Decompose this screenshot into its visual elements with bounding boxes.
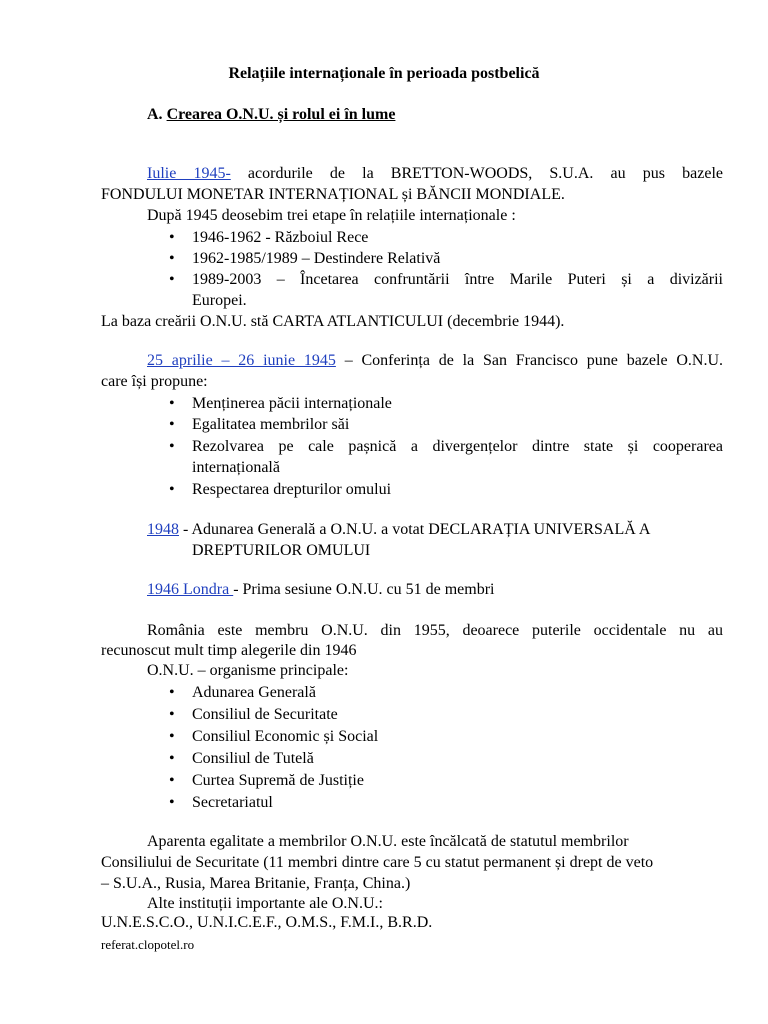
paragraph-carta-atlanticului: La baza creării O.N.U. stă CARTA ATLANTICULUI (decembrie 1944). xyxy=(101,313,565,330)
list-item: Rezolvarea pe cale pașnică a divergențelor dintre state și cooperarea xyxy=(192,438,723,455)
list-item: Consiliul de Tutelă xyxy=(192,750,314,767)
paragraph-text: – Conferința de la San Francisco pune bazele O.N.U. xyxy=(335,352,724,369)
paragraph-text: - Prima sesiune O.N.U. cu 51 de membri xyxy=(233,581,495,598)
paragraph-organisme-intro: O.N.U. – organisme principale: xyxy=(147,662,349,679)
list-item-continuation: internațională xyxy=(192,459,280,476)
date-link-iulie-1945[interactable]: Iulie 1945- xyxy=(147,165,231,182)
paragraph-declaratia-line2: DREPTURILOR OMULUI xyxy=(192,542,371,559)
bullet: • xyxy=(169,772,175,789)
bullet: • xyxy=(169,250,175,267)
bullet: • xyxy=(169,794,175,811)
bullet: • xyxy=(169,728,175,745)
document-title: Relațiile internaționale în perioada postbelică xyxy=(228,65,540,82)
bullet: • xyxy=(169,481,175,498)
paragraph-bretton-woods-line1 xyxy=(147,163,723,184)
paragraph-san-francisco-line1 xyxy=(147,350,723,371)
list-item: Respectarea drepturilor omului xyxy=(192,481,392,498)
list-item: Menținerea păcii internaționale xyxy=(192,395,392,412)
paragraph-egalitate-line3: – S.U.A., Rusia, Marea Britanie, Franța, China.) xyxy=(101,875,411,892)
bullet: • xyxy=(169,416,175,433)
paragraph-text: - Adunarea Generală a O.N.U. a votat DECLARAȚIA UNIVERSALĂ A xyxy=(179,521,651,538)
paragraph-institutii-list: U.N.E.S.C.O., U.N.I.C.E.F., O.M.S., F.M.I., B.R.D. xyxy=(101,914,433,931)
list-item: Consiliul Economic și Social xyxy=(192,728,379,745)
paragraph-alte-institutii: Alte instituții importante ale O.N.U.: xyxy=(147,895,383,912)
section-heading xyxy=(147,104,723,125)
list-item: Secretariatul xyxy=(192,794,273,811)
list-item: Adunarea Generală xyxy=(192,684,316,701)
footer-source: referat.clopotel.ro xyxy=(101,937,195,952)
section-letter: A. xyxy=(147,106,163,123)
paragraph-egalitate-line2: Consiliului de Securitate (11 membri dintre care 5 cu statut permanent și drept de veto xyxy=(101,854,654,871)
paragraph-bretton-woods-line2: FONDULUI MONETAR INTERNAȚIONAL și BĂNCII MONDIALE. xyxy=(101,186,565,203)
bullet: • xyxy=(169,229,175,246)
section-heading-text: Crearea O.N.U. și rolul ei în lume xyxy=(166,106,396,123)
bullet: • xyxy=(169,750,175,767)
list-item: Curtea Supremă de Justiție xyxy=(192,772,364,789)
paragraph-stages-intro: După 1945 deosebim trei etape în relațiile internaționale : xyxy=(147,207,516,224)
paragraph-text: acordurile de la BRETTON-WOODS, S.U.A. au pus bazele xyxy=(230,165,723,182)
list-item: 1962-1985/1989 – Destindere Relativă xyxy=(192,250,441,267)
list-item: 1946-1962 - Războiul Rece xyxy=(192,229,369,246)
bullet: • xyxy=(169,706,175,723)
paragraph-romania-line1: România este membru O.N.U. din 1955, deoarece puterile occidentale nu au xyxy=(147,622,723,639)
paragraph-san-francisco-line2: care își propune: xyxy=(101,373,208,390)
paragraph-londra xyxy=(147,579,723,600)
date-link-1948[interactable]: 1948 xyxy=(147,521,179,538)
paragraph-romania-line2: recunoscut mult timp alegerile din 1946 xyxy=(101,642,357,659)
bullet: • xyxy=(169,395,175,412)
bullet: • xyxy=(169,438,175,455)
bullet: • xyxy=(169,684,175,701)
paragraph-egalitate-line1: Aparenta egalitate a membrilor O.N.U. este încălcată de statutul membrilor xyxy=(147,833,629,850)
paragraph-declaratia-line1 xyxy=(147,519,723,540)
list-item: Consiliul de Securitate xyxy=(192,706,338,723)
date-link-san-francisco[interactable]: 25 aprilie – 26 iunie 1945 xyxy=(147,352,336,369)
list-item-continuation: Europei. xyxy=(192,292,247,309)
date-link-1946-londra[interactable]: 1946 Londra xyxy=(147,581,234,598)
bullet: • xyxy=(169,271,175,288)
list-item: 1989-2003 – Încetarea confruntării între Marile Puteri și a divizării xyxy=(192,271,723,288)
list-item: Egalitatea membrilor săi xyxy=(192,416,350,433)
